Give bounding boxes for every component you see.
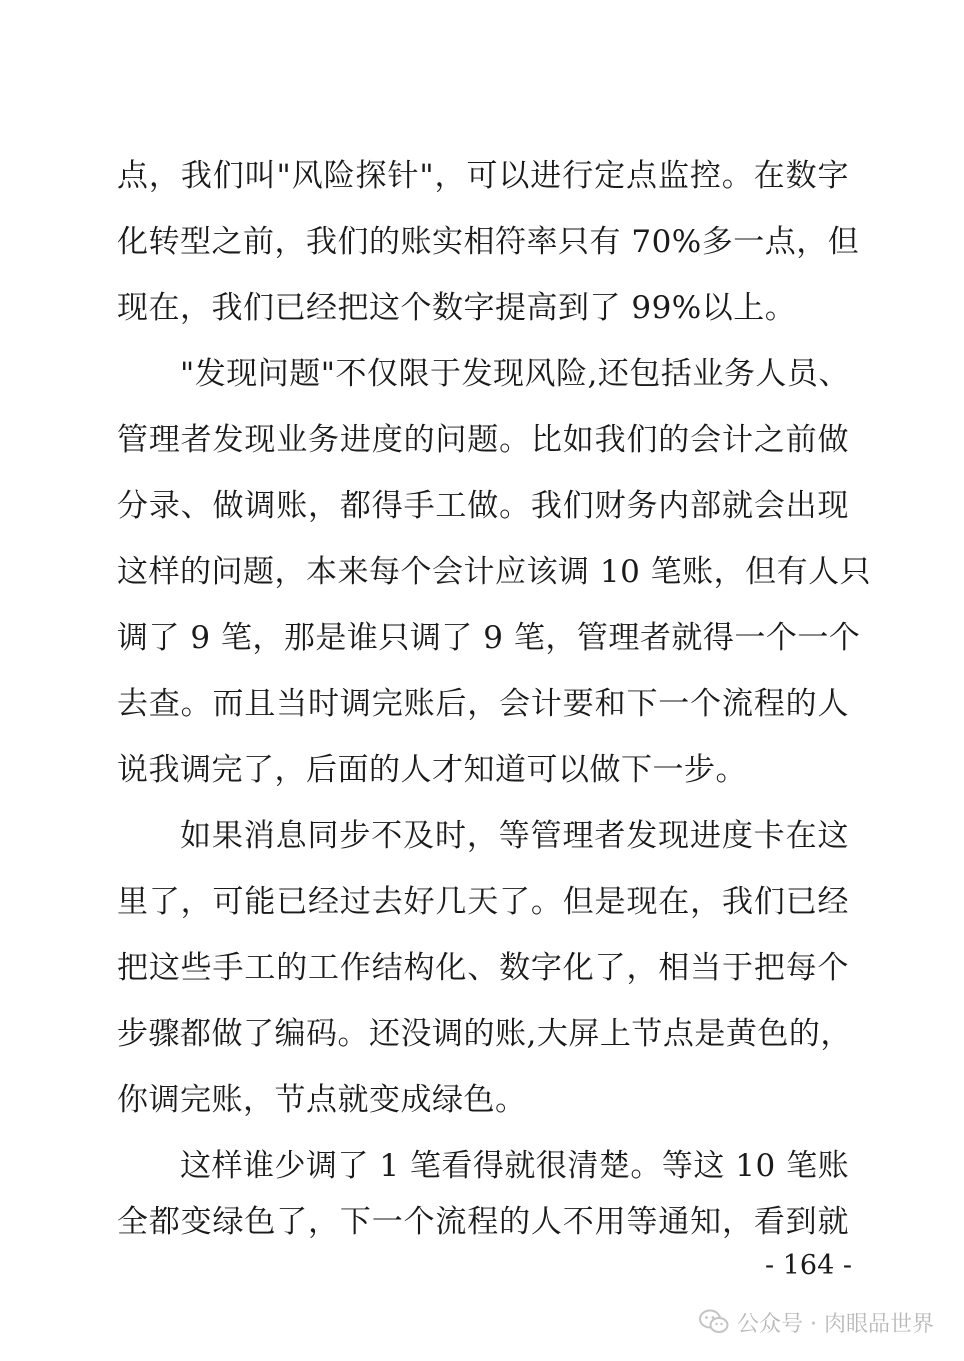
- text-line: 这样的问题，本来每个会计应该调 10 笔账，但有人只: [117, 554, 872, 590]
- paragraph-first-line: 这样谁少调了 1 笔看得就很清楚。等这 10 笔账: [180, 1148, 850, 1184]
- text-line: 步骤都做了编码。还没调的账,大屏上节点是黄色的，: [117, 1016, 852, 1052]
- text-line: 分录、做调账，都得手工做。我们财务内部就会出现: [117, 488, 849, 524]
- text-line: 调了 9 笔，那是谁只调了 9 笔，管理者就得一个一个: [117, 620, 861, 656]
- text-line: 全都变绿色了，下一个流程的人不用等通知，看到就: [117, 1204, 849, 1240]
- text-line: 现在，我们已经把这个数字提高到了 99%以上。: [117, 290, 797, 326]
- wechat-icon: [699, 1309, 729, 1335]
- text-line: 你调完账，节点就变成绿色。: [117, 1082, 527, 1118]
- watermark: [699, 1302, 934, 1342]
- text-line: 说我调完了，后面的人才知道可以做下一步。: [117, 752, 747, 788]
- text-line: 管理者发现业务进度的问题。比如我们的会计之前做: [117, 422, 849, 458]
- text-line: 把这些手工的工作结构化、数字化了，相当于把每个: [117, 950, 849, 986]
- text-line: 去查。而且当时调完账后，会计要和下一个流程的人: [117, 686, 849, 722]
- paragraph-first-line: "发现问题"不仅限于发现风险,还包括业务人员、: [180, 356, 850, 392]
- text-line: 里了，可能已经过去好几天了。但是现在，我们已经: [117, 884, 849, 920]
- page-number: - 164 -: [765, 1250, 852, 1281]
- text-line: 点，我们叫"风险探针"，可以进行定点监控。在数字: [117, 158, 849, 194]
- watermark-text: 公众号 · 肉眼品世界: [737, 1311, 934, 1337]
- text-line: 化转型之前，我们的账实相符率只有 70%多一点，但: [117, 224, 860, 260]
- paragraph-first-line: 如果消息同步不及时，等管理者发现进度卡在这: [180, 818, 849, 854]
